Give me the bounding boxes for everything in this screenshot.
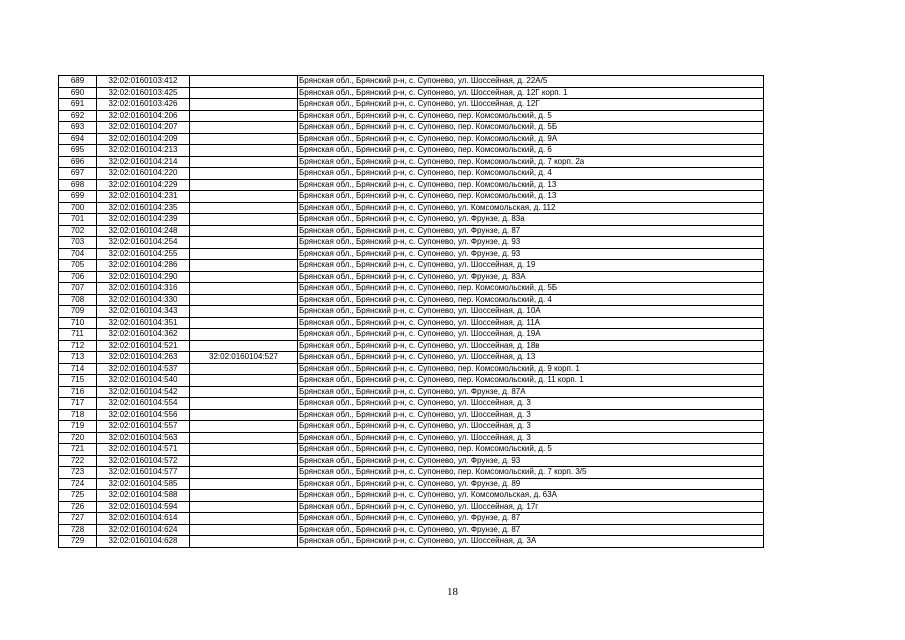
address-cell: Брянская обл., Брянский р-н, с. Супонево, ул. Шоссейная, д. 10А xyxy=(298,306,764,318)
row-number-cell: 701 xyxy=(59,214,97,226)
address-cell: Брянская обл., Брянский р-н, с. Супонево, ул. Шоссейная, д. 17г xyxy=(298,501,764,513)
cadastral-number-cell: 32:02:0160104:254 xyxy=(97,237,190,249)
table-row xyxy=(59,352,764,364)
table-row xyxy=(59,133,764,145)
address-cell: Брянская обл., Брянский р-н, с. Супонево, пер. Комсомольский, д. 13 xyxy=(298,191,764,203)
row-number-cell: 700 xyxy=(59,202,97,214)
row-number-cell: 707 xyxy=(59,283,97,295)
extra-cadastral-number-cell xyxy=(190,317,298,329)
extra-cadastral-number-cell xyxy=(190,202,298,214)
address-cell: Брянская обл., Брянский р-н, с. Супонево, пер. Комсомольский, д. 9 корп. 1 xyxy=(298,363,764,375)
cadastral-number-cell: 32:02:0160103:412 xyxy=(97,76,190,88)
cadastral-number-cell: 32:02:0160104:255 xyxy=(97,248,190,260)
table-row xyxy=(59,329,764,341)
table-row xyxy=(59,110,764,122)
extra-cadastral-number-cell xyxy=(190,260,298,272)
cadastral-number-cell: 32:02:0160104:556 xyxy=(97,409,190,421)
table-row xyxy=(59,536,764,548)
cadastral-number-cell: 32:02:0160104:614 xyxy=(97,513,190,525)
table-row xyxy=(59,179,764,191)
address-cell: Брянская обл., Брянский р-н, с. Супонево, пер. Комсомольский, д. 7 корп. 3/5 xyxy=(298,467,764,479)
cadastral-number-cell: 32:02:0160104:572 xyxy=(97,455,190,467)
row-number-cell: 699 xyxy=(59,191,97,203)
row-number-cell: 704 xyxy=(59,248,97,260)
row-number-cell: 709 xyxy=(59,306,97,318)
address-cell: Брянская обл., Брянский р-н, с. Супонево, ул. Фрунзе, д. 87 xyxy=(298,225,764,237)
table-row xyxy=(59,375,764,387)
table-row xyxy=(59,306,764,318)
cadastral-number-cell: 32:02:0160104:239 xyxy=(97,214,190,226)
address-cell: Брянская обл., Брянский р-н, с. Супонево, ул. Шоссейная, д. 3 xyxy=(298,398,764,410)
table-row xyxy=(59,340,764,352)
cadastral-number-cell: 32:02:0160104:316 xyxy=(97,283,190,295)
table-row xyxy=(59,294,764,306)
row-number-cell: 719 xyxy=(59,421,97,433)
cadastral-number-cell: 32:02:0160104:588 xyxy=(97,490,190,502)
row-number-cell: 697 xyxy=(59,168,97,180)
table-row xyxy=(59,145,764,157)
table-row xyxy=(59,432,764,444)
cadastral-number-cell: 32:02:0160104:624 xyxy=(97,524,190,536)
registry-table xyxy=(58,75,764,548)
address-cell: Брянская обл., Брянский р-н, с. Супонево, ул. Фрунзе, д. 87 xyxy=(298,513,764,525)
address-cell: Брянская обл., Брянский р-н, с. Супонево, пер. Комсомольский, д. 9А xyxy=(298,133,764,145)
extra-cadastral-number-cell xyxy=(190,444,298,456)
table-row xyxy=(59,467,764,479)
table-row xyxy=(59,398,764,410)
address-cell: Брянская обл., Брянский р-н, с. Супонево, ул. Шоссейная, д. 12Г корп. 1 xyxy=(298,87,764,99)
extra-cadastral-number-cell xyxy=(190,87,298,99)
row-number-cell: 726 xyxy=(59,501,97,513)
address-cell: Брянская обл., Брянский р-н, с. Супонево, ул. Шоссейная, д. 12Г xyxy=(298,99,764,111)
address-cell: Брянская обл., Брянский р-н, с. Супонево, ул. Фрунзе, д. 83А xyxy=(298,271,764,283)
address-cell: Брянская обл., Брянский р-н, с. Супонево, ул. Комсомольская, д. 63А xyxy=(298,490,764,502)
cadastral-number-cell: 32:02:0160104:362 xyxy=(97,329,190,341)
row-number-cell: 708 xyxy=(59,294,97,306)
address-cell: Брянская обл., Брянский р-н, с. Супонево, пер. Комсомольский, д. 5Б xyxy=(298,122,764,134)
extra-cadastral-number-cell xyxy=(190,214,298,226)
address-cell: Брянская обл., Брянский р-н, с. Супонево, ул. Фрунзе, д. 93 xyxy=(298,237,764,249)
row-number-cell: 705 xyxy=(59,260,97,272)
table-row xyxy=(59,386,764,398)
address-cell: Брянская обл., Брянский р-н, с. Супонево, ул. Шоссейная, д. 3А xyxy=(298,536,764,548)
cadastral-number-cell: 32:02:0160104:540 xyxy=(97,375,190,387)
row-number-cell: 706 xyxy=(59,271,97,283)
cadastral-number-cell: 32:02:0160104:213 xyxy=(97,145,190,157)
row-number-cell: 698 xyxy=(59,179,97,191)
address-cell: Брянская обл., Брянский р-н, с. Супонево, ул. Фрунзе, д. 87А xyxy=(298,386,764,398)
extra-cadastral-number-cell xyxy=(190,421,298,433)
address-cell: Брянская обл., Брянский р-н, с. Супонево, ул. Шоссейная, д. 18в xyxy=(298,340,764,352)
table-row xyxy=(59,237,764,249)
extra-cadastral-number-cell xyxy=(190,294,298,306)
table-row xyxy=(59,168,764,180)
row-number-cell: 715 xyxy=(59,375,97,387)
row-number-cell: 693 xyxy=(59,122,97,134)
cadastral-number-cell: 32:02:0160104:231 xyxy=(97,191,190,203)
cadastral-number-cell: 32:02:0160104:290 xyxy=(97,271,190,283)
row-number-cell: 723 xyxy=(59,467,97,479)
address-cell: Брянская обл., Брянский р-н, с. Супонево, ул. Комсомольская, д. 112 xyxy=(298,202,764,214)
row-number-cell: 720 xyxy=(59,432,97,444)
row-number-cell: 722 xyxy=(59,455,97,467)
address-cell: Брянская обл., Брянский р-н, с. Супонево, пер. Комсомольский, д. 13 xyxy=(298,179,764,191)
address-cell: Брянская обл., Брянский р-н, с. Супонево, ул. Шоссейная, д. 3 xyxy=(298,421,764,433)
extra-cadastral-number-cell: 32:02:0160104:527 xyxy=(190,352,298,364)
extra-cadastral-number-cell xyxy=(190,340,298,352)
cadastral-number-cell: 32:02:0160104:628 xyxy=(97,536,190,548)
extra-cadastral-number-cell xyxy=(190,501,298,513)
extra-cadastral-number-cell xyxy=(190,524,298,536)
page-number: 18 xyxy=(447,586,458,598)
extra-cadastral-number-cell xyxy=(190,283,298,295)
cadastral-number-cell: 32:02:0160104:286 xyxy=(97,260,190,272)
extra-cadastral-number-cell xyxy=(190,490,298,502)
row-number-cell: 695 xyxy=(59,145,97,157)
address-cell: Брянская обл., Брянский р-н, с. Супонево, пер. Комсомольский, д. 4 xyxy=(298,168,764,180)
row-number-cell: 725 xyxy=(59,490,97,502)
address-cell: Брянская обл., Брянский р-н, с. Супонево, пер. Комсомольский, д. 5 xyxy=(298,444,764,456)
address-cell: Брянская обл., Брянский р-н, с. Супонево, пер. Комсомольский, д. 5 xyxy=(298,110,764,122)
extra-cadastral-number-cell xyxy=(190,248,298,260)
table-row xyxy=(59,455,764,467)
row-number-cell: 696 xyxy=(59,156,97,168)
extra-cadastral-number-cell xyxy=(190,99,298,111)
cadastral-number-cell: 32:02:0160104:343 xyxy=(97,306,190,318)
cadastral-number-cell: 32:02:0160104:571 xyxy=(97,444,190,456)
extra-cadastral-number-cell xyxy=(190,225,298,237)
extra-cadastral-number-cell xyxy=(190,145,298,157)
address-cell: Брянская обл., Брянский р-н, с. Супонево, пер. Комсомольский, д. 4 xyxy=(298,294,764,306)
address-cell: Брянская обл., Брянский р-н, с. Супонево, ул. Фрунзе, д. 87 xyxy=(298,524,764,536)
extra-cadastral-number-cell xyxy=(190,455,298,467)
address-cell: Брянская обл., Брянский р-н, с. Супонево, ул. Шоссейная, д. 13 xyxy=(298,352,764,364)
cadastral-number-cell: 32:02:0160104:220 xyxy=(97,168,190,180)
table-row xyxy=(59,202,764,214)
cadastral-number-cell: 32:02:0160104:577 xyxy=(97,467,190,479)
extra-cadastral-number-cell xyxy=(190,432,298,444)
address-cell: Брянская обл., Брянский р-н, с. Супонево, пер. Комсомольский, д. 7 корп. 2а xyxy=(298,156,764,168)
table-row xyxy=(59,317,764,329)
row-number-cell: 689 xyxy=(59,76,97,88)
table-row xyxy=(59,478,764,490)
extra-cadastral-number-cell xyxy=(190,76,298,88)
cadastral-number-cell: 32:02:0160104:351 xyxy=(97,317,190,329)
row-number-cell: 711 xyxy=(59,329,97,341)
extra-cadastral-number-cell xyxy=(190,271,298,283)
extra-cadastral-number-cell xyxy=(190,513,298,525)
extra-cadastral-number-cell xyxy=(190,536,298,548)
cadastral-number-cell: 32:02:0160104:585 xyxy=(97,478,190,490)
row-number-cell: 710 xyxy=(59,317,97,329)
row-number-cell: 690 xyxy=(59,87,97,99)
table-row xyxy=(59,524,764,536)
address-cell: Брянская обл., Брянский р-н, с. Супонево, ул. Шоссейная, д. 3 xyxy=(298,409,764,421)
cadastral-number-cell: 32:02:0160104:330 xyxy=(97,294,190,306)
address-cell: Брянская обл., Брянский р-н, с. Супонево, ул. Фрунзе, д. 89 xyxy=(298,478,764,490)
address-cell: Брянская обл., Брянский р-н, с. Супонево, ул. Шоссейная, д. 19 xyxy=(298,260,764,272)
table-row xyxy=(59,513,764,525)
registry-table-body xyxy=(59,76,764,548)
address-cell: Брянская обл., Брянский р-н, с. Супонево, ул. Шоссейная, д. 11А xyxy=(298,317,764,329)
table-row xyxy=(59,225,764,237)
table-row xyxy=(59,271,764,283)
extra-cadastral-number-cell xyxy=(190,386,298,398)
cadastral-number-cell: 32:02:0160104:248 xyxy=(97,225,190,237)
row-number-cell: 718 xyxy=(59,409,97,421)
cadastral-number-cell: 32:02:0160103:425 xyxy=(97,87,190,99)
table-row xyxy=(59,87,764,99)
table-row xyxy=(59,214,764,226)
address-cell: Брянская обл., Брянский р-н, с. Супонево, ул. Фрунзе, д. 93 xyxy=(298,455,764,467)
row-number-cell: 703 xyxy=(59,237,97,249)
address-cell: Брянская обл., Брянский р-н, с. Супонево, пер. Комсомольский, д. 5Б xyxy=(298,283,764,295)
extra-cadastral-number-cell xyxy=(190,237,298,249)
extra-cadastral-number-cell xyxy=(190,467,298,479)
row-number-cell: 727 xyxy=(59,513,97,525)
row-number-cell: 714 xyxy=(59,363,97,375)
table-row xyxy=(59,99,764,111)
row-number-cell: 721 xyxy=(59,444,97,456)
cadastral-number-cell: 32:02:0160104:521 xyxy=(97,340,190,352)
row-number-cell: 729 xyxy=(59,536,97,548)
cadastral-number-cell: 32:02:0160104:537 xyxy=(97,363,190,375)
cadastral-number-cell: 32:02:0160104:229 xyxy=(97,179,190,191)
address-cell: Брянская обл., Брянский р-н, с. Супонево, пер. Комсомольский, д. 6 xyxy=(298,145,764,157)
table-row xyxy=(59,363,764,375)
row-number-cell: 694 xyxy=(59,133,97,145)
row-number-cell: 702 xyxy=(59,225,97,237)
table-row xyxy=(59,283,764,295)
cadastral-number-cell: 32:02:0160104:557 xyxy=(97,421,190,433)
row-number-cell: 712 xyxy=(59,340,97,352)
extra-cadastral-number-cell xyxy=(190,409,298,421)
cadastral-number-cell: 32:02:0160104:206 xyxy=(97,110,190,122)
address-cell: Брянская обл., Брянский р-н, с. Супонево, ул. Шоссейная, д. 3 xyxy=(298,432,764,444)
address-cell: Брянская обл., Брянский р-н, с. Супонево, ул. Фрунзе, д. 93 xyxy=(298,248,764,260)
row-number-cell: 724 xyxy=(59,478,97,490)
row-number-cell: 728 xyxy=(59,524,97,536)
extra-cadastral-number-cell xyxy=(190,363,298,375)
table-row xyxy=(59,191,764,203)
cadastral-number-cell: 32:02:0160104:554 xyxy=(97,398,190,410)
extra-cadastral-number-cell xyxy=(190,306,298,318)
table-row xyxy=(59,421,764,433)
table-row xyxy=(59,444,764,456)
table-row xyxy=(59,490,764,502)
table-row xyxy=(59,76,764,88)
table-row xyxy=(59,260,764,272)
address-cell: Брянская обл., Брянский р-н, с. Супонево, пер. Комсомольский, д. 11 корп. 1 xyxy=(298,375,764,387)
cadastral-number-cell: 32:02:0160104:207 xyxy=(97,122,190,134)
address-cell: Брянская обл., Брянский р-н, с. Супонево, ул. Шоссейная, д. 22А/5 xyxy=(298,76,764,88)
cadastral-number-cell: 32:02:0160103:426 xyxy=(97,99,190,111)
row-number-cell: 716 xyxy=(59,386,97,398)
extra-cadastral-number-cell xyxy=(190,398,298,410)
row-number-cell: 692 xyxy=(59,110,97,122)
address-cell: Брянская обл., Брянский р-н, с. Супонево, ул. Фрунзе, д. 83а xyxy=(298,214,764,226)
row-number-cell: 713 xyxy=(59,352,97,364)
cadastral-number-cell: 32:02:0160104:594 xyxy=(97,501,190,513)
extra-cadastral-number-cell xyxy=(190,375,298,387)
cadastral-number-cell: 32:02:0160104:214 xyxy=(97,156,190,168)
extra-cadastral-number-cell xyxy=(190,133,298,145)
cadastral-number-cell: 32:02:0160104:263 xyxy=(97,352,190,364)
extra-cadastral-number-cell xyxy=(190,122,298,134)
table-row xyxy=(59,156,764,168)
address-cell: Брянская обл., Брянский р-н, с. Супонево, ул. Шоссейная, д. 19А xyxy=(298,329,764,341)
extra-cadastral-number-cell xyxy=(190,179,298,191)
extra-cadastral-number-cell xyxy=(190,329,298,341)
cadastral-number-cell: 32:02:0160104:209 xyxy=(97,133,190,145)
extra-cadastral-number-cell xyxy=(190,156,298,168)
extra-cadastral-number-cell xyxy=(190,110,298,122)
extra-cadastral-number-cell xyxy=(190,478,298,490)
row-number-cell: 717 xyxy=(59,398,97,410)
cadastral-number-cell: 32:02:0160104:563 xyxy=(97,432,190,444)
extra-cadastral-number-cell xyxy=(190,168,298,180)
table-row xyxy=(59,409,764,421)
extra-cadastral-number-cell xyxy=(190,191,298,203)
table-row xyxy=(59,122,764,134)
row-number-cell: 691 xyxy=(59,99,97,111)
cadastral-number-cell: 32:02:0160104:542 xyxy=(97,386,190,398)
table-row xyxy=(59,501,764,513)
cadastral-number-cell: 32:02:0160104:235 xyxy=(97,202,190,214)
table-row xyxy=(59,248,764,260)
